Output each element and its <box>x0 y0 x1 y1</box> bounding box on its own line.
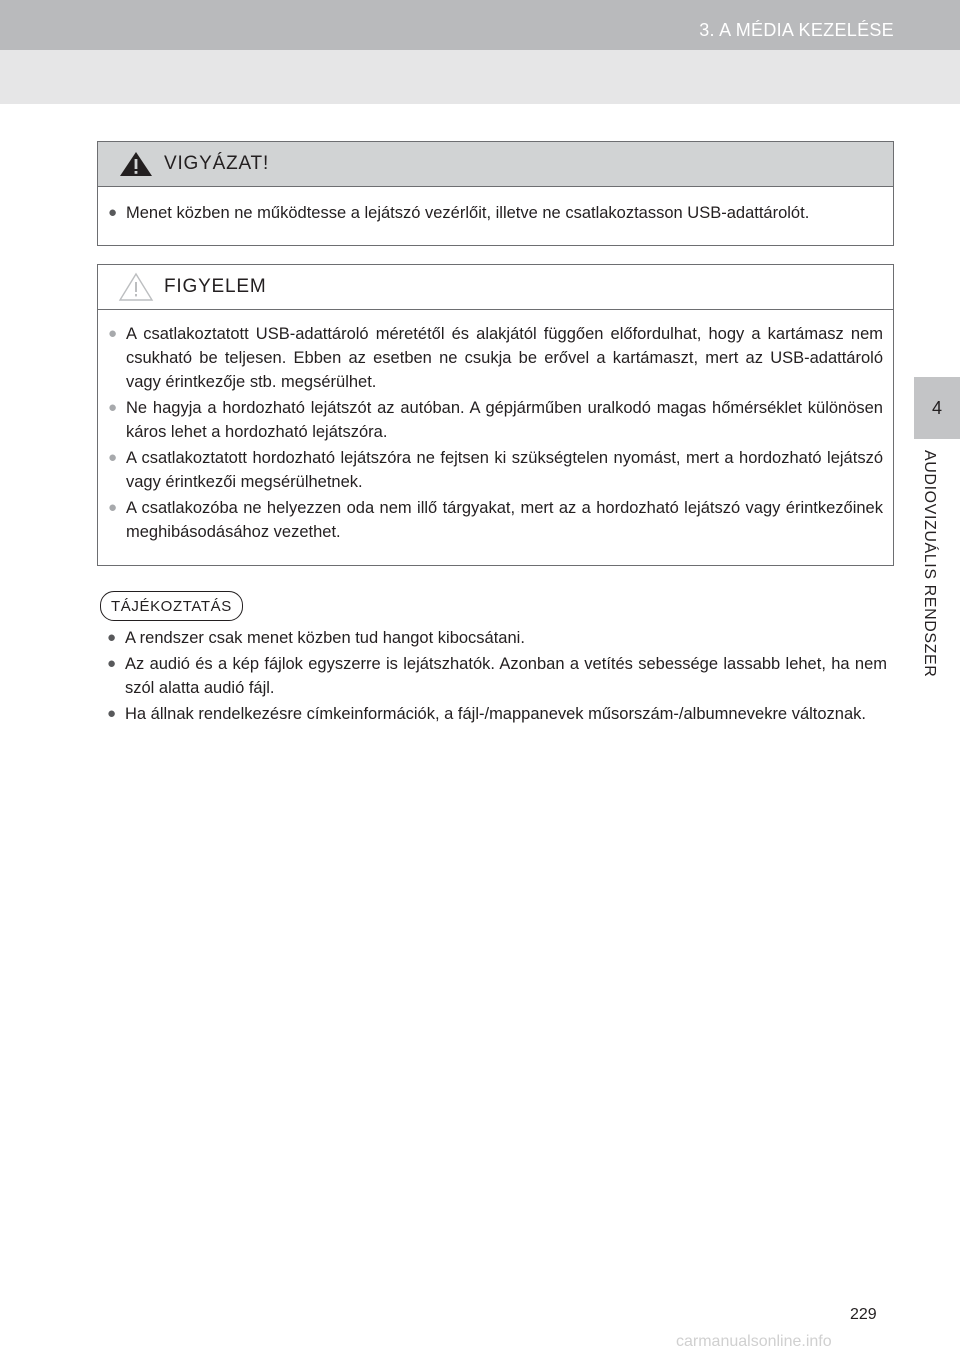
warning-item-text: Menet közben ne működtesse a lejátszó vezérlőit, illetve ne csatlakoztasson USB-adattárolót. <box>126 204 810 222</box>
bullet-icon: ● <box>108 204 118 221</box>
notice-item-text: A csatlakoztatott hordozható lejátszóra ne fejtsen ki szükségtelen nyomást, mert a hordozható lejátszó vagy érintkezői megsérülhetnek. <box>126 449 883 491</box>
notice-header <box>98 265 893 310</box>
bullet-icon: ● <box>107 705 117 722</box>
header-bar <box>0 0 960 50</box>
bullet-icon: ● <box>107 629 117 646</box>
bullet-icon: ● <box>108 499 118 516</box>
notice-item <box>108 496 883 544</box>
info-item-text: Az audió és a kép fájlok egyszerre is lejátszhatók. Azonban a vetítés sebessége lassabb lehet, ha nem szól alatta audió fájl. <box>125 655 887 697</box>
notice-title: FIGYELEM <box>164 276 267 297</box>
notice-box <box>97 264 894 566</box>
info-list <box>107 626 887 728</box>
info-tag: TÁJÉKOZTATÁS <box>100 591 243 621</box>
bullet-icon: ● <box>108 449 118 466</box>
warning-box <box>97 141 894 246</box>
warning-triangle-icon <box>118 150 154 178</box>
notice-item-text: A csatlakoztatott USB-adattároló méretétől és alakjától függően előfordulhat, hogy a kartámasz nem csukható be teljesen. Ebben az esetben ne csukja be erővel a kartámaszt, mert az USB-adattároló vagy érintkezője stb. megsérülhet. <box>126 325 883 391</box>
info-item-text: Ha állnak rendelkezésre címkeinformációk, a fájl-/mappanevek műsorszám-/albumnevekre változnak. <box>125 705 866 723</box>
notice-item <box>108 446 883 494</box>
notice-item-text: A csatlakozóba ne helyezzen oda nem illő tárgyakat, mert az a hordozható lejátszó vagy érintkezőinek meghibásodásához vezethet. <box>126 499 883 541</box>
warning-title: VIGYÁZAT! <box>164 153 270 174</box>
bullet-icon: ● <box>107 655 117 672</box>
notice-item <box>108 396 883 444</box>
caution-triangle-outline-icon <box>118 272 154 302</box>
info-item-text: A rendszer csak menet közben tud hangot kibocsátani. <box>125 629 525 647</box>
warning-item <box>108 201 883 225</box>
header-band <box>0 50 960 104</box>
chapter-tab-label: AUDIOVIZUÁLIS RENDSZER <box>921 450 938 678</box>
notice-item <box>108 322 883 394</box>
page-number: 229 <box>850 1306 877 1323</box>
watermark[interactable]: carmanualsonline.info <box>676 1333 832 1350</box>
notice-item-text: Ne hagyja a hordozható lejátszót az autóban. A gépjárműben uralkodó magas hőmérséklet különösen káros lehet a hordozható lejátszóra. <box>126 399 883 441</box>
info-item <box>107 652 887 700</box>
chapter-tab-number: 4 <box>914 377 960 439</box>
warning-header <box>98 142 893 187</box>
bullet-icon: ● <box>108 325 118 342</box>
section-title: 3. A MÉDIA KEZELÉSE <box>699 20 894 40</box>
bullet-icon: ● <box>108 399 118 416</box>
info-item <box>107 626 887 650</box>
info-item <box>107 702 887 726</box>
